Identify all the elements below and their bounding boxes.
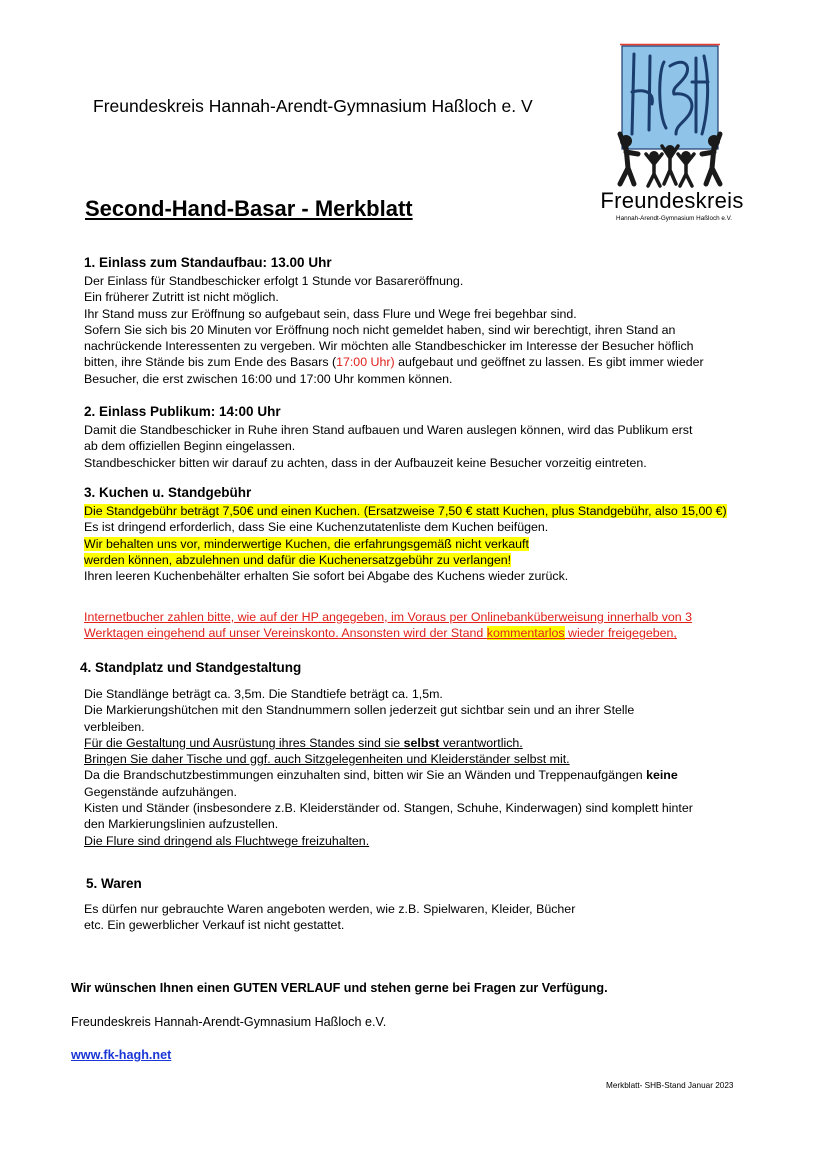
section-3-heading: 3. Kuchen u. Standgebühr xyxy=(84,485,252,500)
text-line: Standbeschicker bitten wir darauf zu achten, dass in der Aufbauzeit keine Besucher vorzeitig eintreten. xyxy=(84,455,647,470)
text-line: verbleiben. xyxy=(84,719,145,734)
section-5-heading: 5. Waren xyxy=(86,876,142,891)
emphasis-text: keine xyxy=(646,768,678,783)
section-4-heading: 4. Standplatz und Standgestaltung xyxy=(80,660,302,675)
text-span: Für die Gestaltung und Ausrüstung ihres Standes sind sie xyxy=(84,735,404,750)
document-footer: Merkblatt- SHB-Stand Januar 2023 xyxy=(606,1081,734,1090)
section-1-body xyxy=(84,273,704,387)
emphasis-text: selbst xyxy=(403,735,440,750)
notice-text: wieder freigegeben, xyxy=(564,626,677,641)
text-line: Die Markierungshütchen mit den Standnummern sollen jederzeit gut sichtbar sein und an ihrer Stelle xyxy=(84,703,635,718)
logo-subtitle: Hannah-Arendt-Gymnasium Haßloch e.V. xyxy=(616,215,732,222)
text-line: den Markierungslinien aufzustellen. xyxy=(84,817,279,832)
text-line: Die Flure sind dringend als Fluchtwege freizuhalten. xyxy=(84,833,370,848)
text-line: Es ist dringend erforderlich, dass Sie eine Kuchenzutatenliste dem Kuchen beifügen. xyxy=(84,520,549,535)
notice-highlight: kommentarlos xyxy=(486,626,565,641)
text-line: Es dürfen nur gebrauchte Waren angeboten werden, wie z.B. Spielwaren, Kleider, Bücher xyxy=(84,902,576,916)
text-line xyxy=(84,354,704,370)
text-line: Ihren leeren Kuchenbehälter erhalten Sie sofort bei Abgabe des Kuchens wieder zurück. xyxy=(84,569,569,584)
org-header: Freundeskreis Hannah-Arendt-Gymnasium Haßloch e. V xyxy=(93,96,533,116)
section-1-heading: 1. Einlass zum Standaufbau: 13.00 Uhr xyxy=(84,255,332,270)
text-line xyxy=(84,609,692,625)
section-3-body xyxy=(84,503,727,584)
text-line: nachrückende Interessenten zu vergeben. Wir möchten alle Standbeschicker im Interesse der Besucher höflich xyxy=(84,339,694,354)
text-line: Kisten und Ständer (insbesondere z.B. Kleiderständer od. Stangen, Schuhe, Kinderwagen) sind komplett hinter xyxy=(84,801,693,816)
closing-statement: Wir wünschen Ihnen einen GUTEN VERLAUF und stehen gerne bei Fragen zur Verfügung. xyxy=(71,981,608,995)
club-logo xyxy=(592,42,756,228)
text-line: Sofern Sie sich bis 20 Minuten vor Eröffnung noch nicht gemeldet haben, sind wir berechtigt, ihren Stand an xyxy=(84,322,676,337)
text-line: etc. Ein gewerblicher Verkauf ist nicht gestattet. xyxy=(84,918,345,933)
text-line: Bringen Sie daher Tische und ggf. auch Sitzgelegenheiten und Kleiderständer selbst mit. xyxy=(84,752,570,767)
text-span: Da die Brandschutzbestimmungen einzuhalten sind, bitten wir Sie an Wänden und Treppenaufgängen xyxy=(84,768,647,783)
text-span: verantwortlich. xyxy=(439,735,523,750)
closing-time-text: 17:00 Uhr) xyxy=(336,355,395,370)
text-line xyxy=(84,552,727,568)
text-span: aufgebaut und geöffnet zu lassen. Es gibt immer wieder xyxy=(394,355,704,370)
text-line: Ein früherer Zutritt ist nicht möglich. xyxy=(84,290,279,305)
logo-graphic xyxy=(592,42,756,188)
text-line xyxy=(84,536,727,552)
text-line: Der Einlass für Standbeschicker erfolgt 1 Stunde vor Basareröffnung. xyxy=(84,274,464,288)
section-2-body xyxy=(84,422,692,471)
section-2-heading: 2. Einlass Publikum: 14:00 Uhr xyxy=(84,404,281,419)
page-title: Second-Hand-Basar - Merkblatt xyxy=(85,196,413,221)
website-link[interactable]: www.fk-hagh.net xyxy=(71,1048,172,1062)
club-name: Freundeskreis Hannah-Arendt-Gymnasium Haßloch e.V. xyxy=(71,1015,387,1029)
highlighted-text: werden können, abzulehnen und dafür die Kuchenersatzgebühr zu verlangen! xyxy=(84,552,512,567)
text-line xyxy=(84,735,693,751)
text-line xyxy=(84,625,692,641)
logo-wordmark: Freundeskreis xyxy=(600,188,744,213)
text-line: Ihr Stand muss zur Eröffnung so aufgebaut sein, dass Flure und Wege frei begehbar sind. xyxy=(84,306,577,321)
text-line: Die Standlänge beträgt ca. 3,5m. Die Standtiefe beträgt ca. 1,5m. xyxy=(84,687,443,701)
text-line xyxy=(84,503,727,519)
section-5-body xyxy=(84,901,575,934)
text-line: Gegenstände aufzuhängen. xyxy=(84,784,237,799)
section-4-body xyxy=(84,686,693,849)
text-line: Besucher, die erst zwischen 16:00 und 17:00 Uhr kommen können. xyxy=(84,371,453,386)
notice-text: Internetbucher zahlen bitte, wie auf der HP angegeben, im Voraus per Onlinebanküberweisung innerhalb von 3 xyxy=(84,610,692,624)
internet-booking-notice xyxy=(84,609,692,642)
highlighted-text: Die Standgebühr beträgt 7,50€ und einen Kuchen. (Ersatzweise 7,50 € statt Kuchen, plus Standgebühr, also 15,00 €) xyxy=(84,504,727,518)
text-span: bitten, ihre Stände bis zum Ende des Basars ( xyxy=(84,355,337,370)
notice-text: Werktagen eingehend auf unser Vereinskonto. xyxy=(84,626,339,641)
text-line: Damit die Standbeschicker in Ruhe ihren Stand aufbauen und Waren auslegen können, wird das Publikum erst xyxy=(84,423,693,437)
text-line: ab dem offiziellen Beginn eingelassen. xyxy=(84,439,296,454)
notice-text: Ansonsten wird der Stand xyxy=(338,626,487,641)
text-line xyxy=(84,767,693,783)
highlighted-text: Wir behalten uns vor, minderwertige Kuchen, die erfahrungsgemäß nicht verkauft xyxy=(84,536,529,551)
